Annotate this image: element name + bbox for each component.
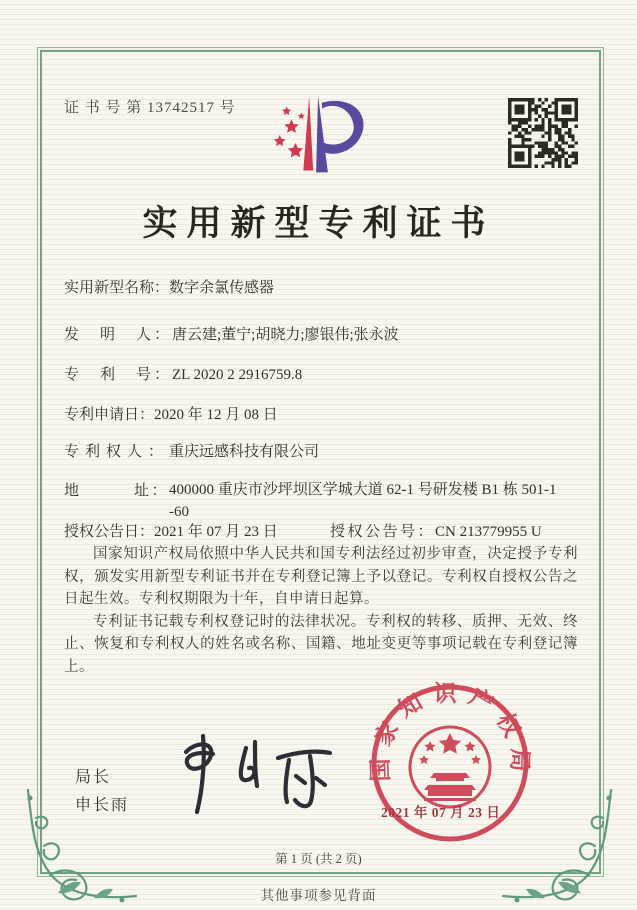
field-address <box>64 479 583 523</box>
field-value: 2021 年 07 月 23 日 <box>154 524 278 540</box>
field-utility-model-name <box>64 276 274 297</box>
field-value: 2020 年 12 月 08 日 <box>154 407 278 423</box>
certificate-number: 证 书 号 第 13742517 号 <box>64 100 236 116</box>
field-label: 发 明 人： <box>64 327 173 343</box>
field-label: 授权公告日： <box>64 524 155 540</box>
field-application-date <box>64 403 278 424</box>
field-label: 专利权人： <box>64 444 170 460</box>
commissioner-name-label: 申长雨 <box>75 797 130 814</box>
field-patentee <box>64 440 319 461</box>
svg-text:国家知识产权局 <box>368 681 533 782</box>
commissioner-role-label: 局长 <box>75 769 112 786</box>
field-label: 实用新型名称： <box>64 280 170 296</box>
field-value: ZL 2020 2 2916759.8 <box>172 367 303 383</box>
field-value: 重庆远感科技有限公司 <box>169 444 320 460</box>
field-grant-date <box>64 520 542 541</box>
handwritten-signature <box>158 730 343 820</box>
legal-paragraph-1: 国家知识产权局依照中华人民共和国专利法经过初步审查，决定授予专利权，颁发实用新型专利证书并在专利登记簿上予以登记。专利权自授权公告之日起生效。专利权期限为十年，自申请日起算。 <box>64 546 578 607</box>
field-label: 专利申请日： <box>64 407 155 423</box>
qr-code <box>508 98 578 168</box>
back-side-note: 其他事项参见背面 <box>260 888 377 903</box>
field-patent-number <box>64 363 302 384</box>
field-label: 授权公告号： <box>330 524 436 540</box>
field-value: CN 213779955 U <box>435 524 542 540</box>
cnipa-logo-icon <box>262 93 380 183</box>
field-value: 唐云建;董宁;胡晓力;廖银伟;张永波 <box>172 327 399 343</box>
legal-paragraph-2: 专利证书记载专利权登记时的法律状况。专利权的转移、质押、无效、终止、恢复和专利权人的姓名或名称、国籍、地址变更等事项记载在专利登记簿上。 <box>64 613 578 675</box>
field-value: 数字余氯传感器 <box>169 280 275 296</box>
seal-date: 2021 年 07 月 23 日 <box>381 805 501 820</box>
seal-agency-text: 国家知识产权局 <box>367 681 533 782</box>
field-value: 400000 重庆市沙坪坝区学城大道 62-1 号研发楼 B1 栋 501-1 <box>169 482 557 498</box>
national-emblem-icon <box>410 727 490 807</box>
field-inventors <box>64 323 399 344</box>
field-grant-number <box>330 520 542 541</box>
field-value-line2: -60 <box>169 504 190 520</box>
field-label: 专 利 号： <box>64 367 173 383</box>
legal-text <box>64 543 578 678</box>
page-number: 第 1 页 (共 2 页) <box>275 852 362 866</box>
certificate-title: 实用新型专利证书 <box>142 204 495 243</box>
field-label: 地 址： <box>64 483 170 499</box>
